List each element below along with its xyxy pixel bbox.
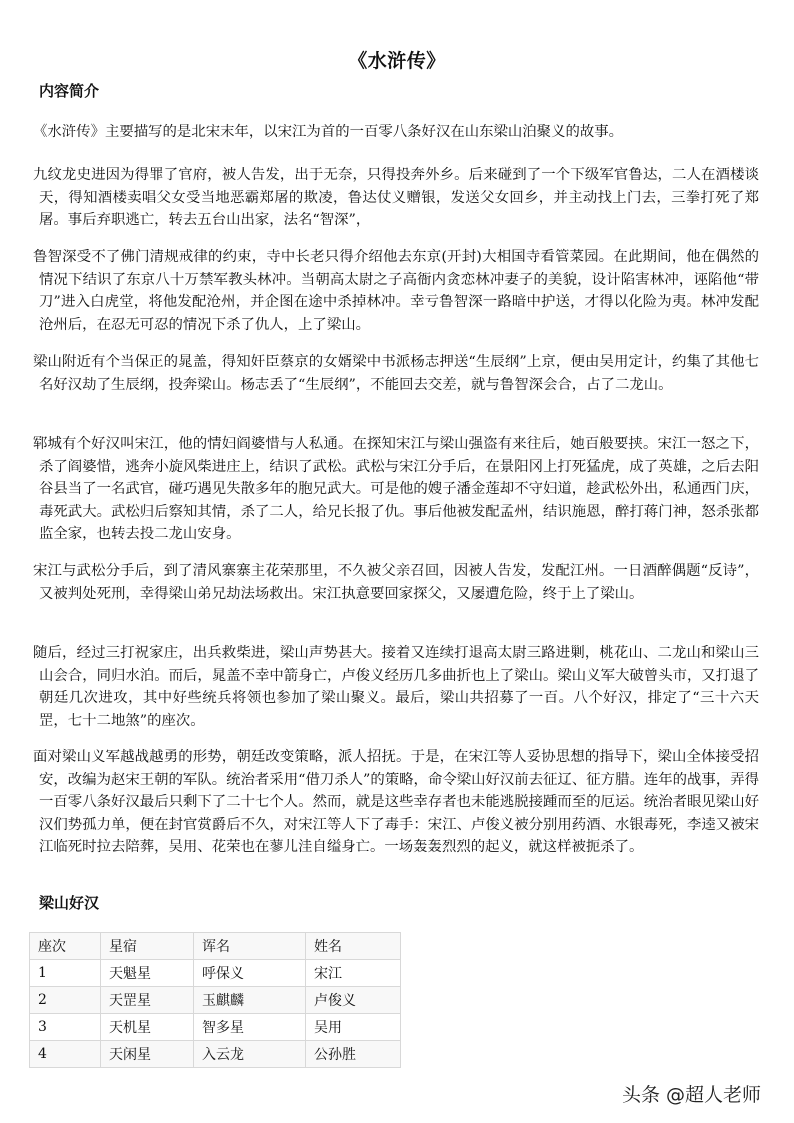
table-cell: 卢俊义 — [306, 987, 401, 1014]
paragraph: 梁山附近有个当保正的晁盖，得知奸臣蔡京的女婿梁中书派杨志押送“生辰纲”上京，便由吴用定计，约集了其他七名好汉劫了生辰纲，投奔梁山。杨志丢了“生辰纲”，不能回去交差，就与鲁智深会合，占了二龙山。 — [33, 354, 759, 393]
column-header-name: 姓名 — [306, 933, 401, 960]
document-title: 《水浒传》 — [348, 50, 446, 72]
intro-heading: 内容简介 — [39, 82, 100, 100]
column-header-nickname: 诨名 — [194, 933, 306, 960]
table-cell: 智多星 — [194, 1014, 306, 1041]
table-cell: 宋江 — [306, 960, 401, 987]
paragraph: 郓城有个好汉叫宋江，他的情妇阎婆惜与人私通。在探知宋江与梁山强盗有来往后，她百般要挟。宋江一怒之下，杀了阎婆惜，逃奔小旋风柴进庄上，结识了武松。武松与宋江分手后，在景阳冈上打死猛虎，成了英雄，之后去阳谷县当了一名武官，碰巧遇见失散多年的胞兄武大。可是他的嫂子潘金莲却不守妇道，趁武松外出，私通西门庆，毒死武大。武松归后察知其情，杀了二人，给兄长报了仇。事后他被发配孟州，结识施恩，醉打蒋门神，怒杀张都监全家，也转去投二龙山安身。 — [33, 436, 759, 542]
table-cell: 天闲星 — [101, 1041, 194, 1068]
table-header-row — [30, 933, 401, 960]
table-cell: 天魁星 — [101, 960, 194, 987]
paragraph: 九纹龙史进因为得罪了官府，被人告发，出于无奈，只得投奔外乡。后来碰到了一个下级军官鲁达，二人在酒楼谈天，得知酒楼卖唱父女受当地恶霸郑屠的欺凌，鲁达仗义赠银，发送父女回乡，并主动找上门去，三拳打死了郑屠。事后弃职逃亡，转去五台山出家，法名“智深”， — [33, 167, 759, 228]
heroes-table — [29, 932, 401, 1068]
table-row — [30, 960, 401, 987]
paragraph: 《水浒传》主要描写的是北宋末年，以宋江为首的一百零八条好汉在山东梁山泊聚义的故事。 — [33, 124, 624, 140]
table-cell: 天机星 — [101, 1014, 194, 1041]
table-row — [30, 987, 401, 1014]
paragraph: 宋江与武松分手后，到了清风寨寨主花荣那里，不久被父亲召回，因被人告发，发配江州。一日酒醉偶题“反诗”，又被判处死刑，幸得梁山弟兄劫法场救出。宋江执意要回家探父，又屡遭危险，终于上了梁山。 — [33, 563, 759, 602]
heroes-heading: 梁山好汉 — [39, 894, 100, 912]
paragraph: 面对梁山义军越战越勇的形势，朝廷改变策略，派人招抚。于是，在宋江等人妥协思想的指导下，梁山全体接受招安，改编为赵宋王朝的军队。统治者采用“借刀杀人”的策略，命令梁山好汉前去征辽、征方腊。连年的战事，弄得一百零八条好汉最后只剩下了二十七个人。然而，就是这些幸存者也未能逃脱接踵而至的厄运。统治者眼见梁山好汉们势孤力单，便在封官赏爵后不久，对宋江等人下了毒手：宋江、卢俊义被分别用药酒、水银毒死，李逵又被宋江临死时拉去陪葬，吴用、花荣也在蓼儿洼自缢身亡。一场轰轰烈烈的起义，就这样被扼杀了。 — [33, 749, 759, 855]
column-header-star: 星宿 — [101, 933, 194, 960]
watermark: 头条 @超人老师 — [622, 1084, 762, 1106]
column-header-rank: 座次 — [30, 933, 101, 960]
table-cell: 1 — [30, 960, 101, 987]
table-cell: 天罡星 — [101, 987, 194, 1014]
paragraph: 随后，经过三打祝家庄，出兵救柴进，梁山声势甚大。接着又连续打退高太尉三路进剿，桃花山、二龙山和梁山三山会合，同归水泊。而后，晁盖不幸中箭身亡，卢俊义经历几多曲折也上了梁山。梁山义军大破曾头市，又打退了朝廷几次进攻，其中好些统兵将领也参加了梁山聚义。最后，梁山共招募了一百。八个好汉，排定了“三十六天罡，七十二地煞”的座次。 — [33, 645, 759, 729]
table-cell: 玉麒麟 — [194, 987, 306, 1014]
table-row — [30, 1041, 401, 1068]
paragraph: 鲁智深受不了佛门清规戒律的约束，寺中长老只得介绍他去东京(开封)大相国寺看管菜园。在此期间，他在偶然的情况下结识了东京八十万禁军教头林冲。当朝高太尉之子高衙内贪恋林冲妻子的美貌，设计陷害林冲，诬陷他“带刀”进入白虎堂，将他发配沧州，并企图在途中杀掉林冲。幸亏鲁智深一路暗中护送，才得以化险为夷。林冲发配沧州后，在忍无可忍的情况下杀了仇人，上了梁山。 — [33, 249, 759, 333]
table-cell: 3 — [30, 1014, 101, 1041]
table-cell: 呼保义 — [194, 960, 306, 987]
table-cell: 2 — [30, 987, 101, 1014]
table-cell: 4 — [30, 1041, 101, 1068]
table-row — [30, 1014, 401, 1041]
table-cell: 公孙胜 — [306, 1041, 401, 1068]
table-cell: 吴用 — [306, 1014, 401, 1041]
table-cell: 入云龙 — [194, 1041, 306, 1068]
